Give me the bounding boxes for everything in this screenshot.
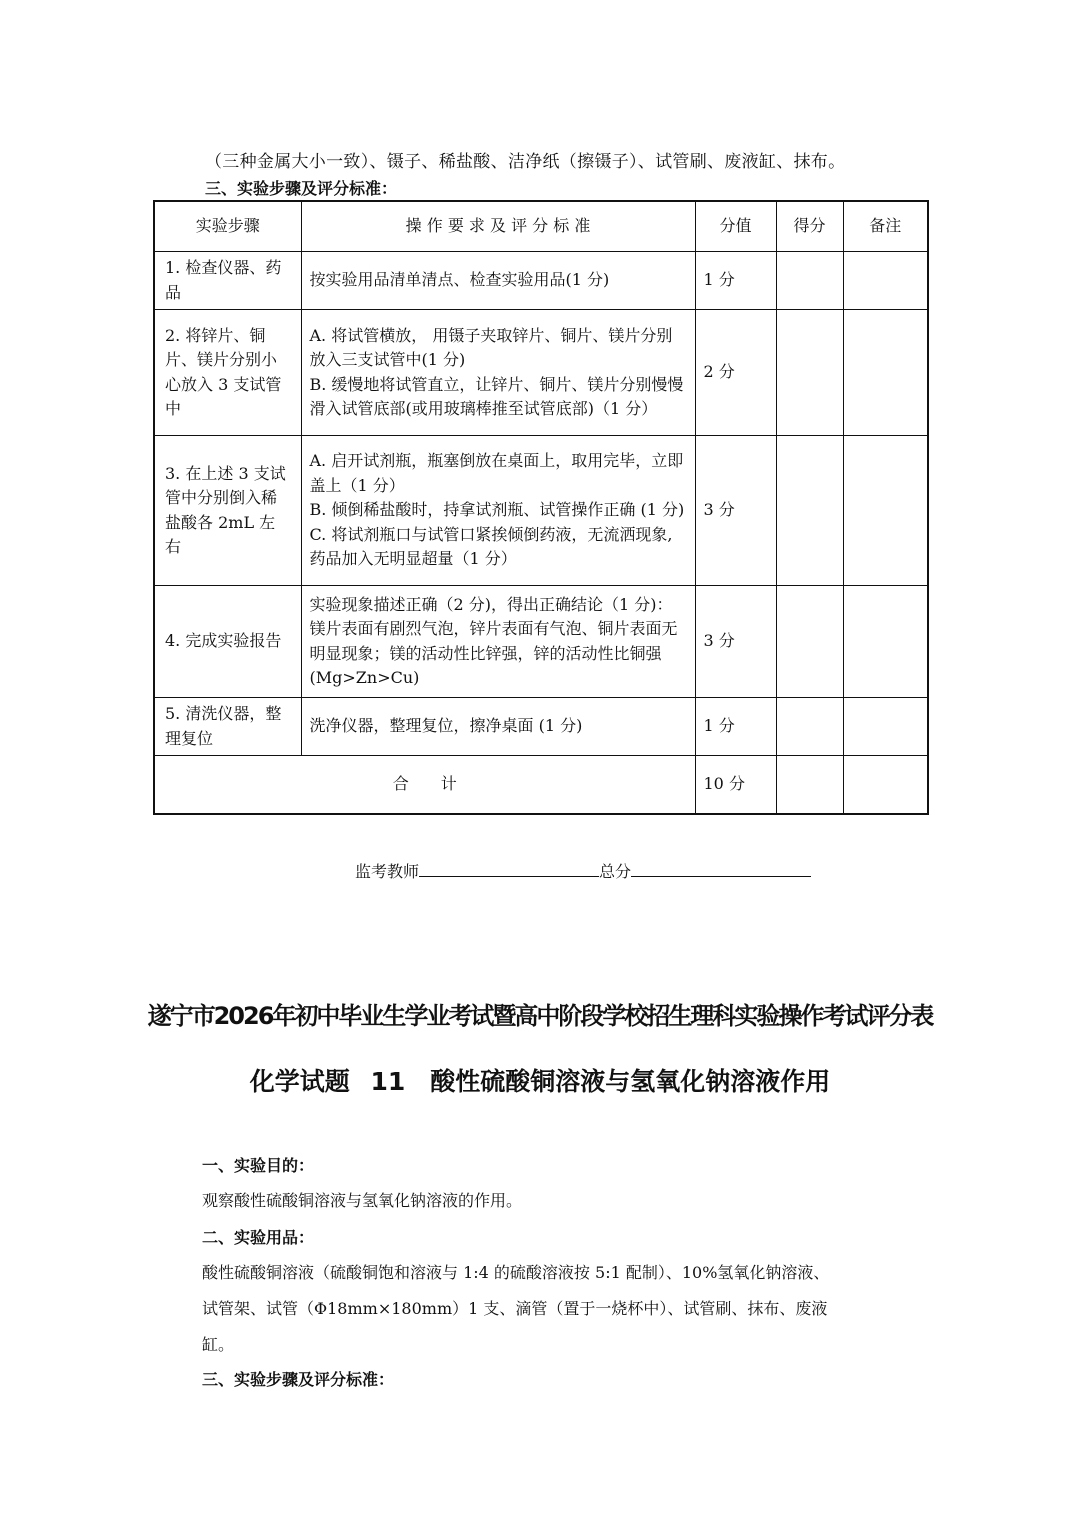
section-3-heading-next: 三、实验步骤及评分标准： bbox=[202, 1370, 395, 1389]
total-label-sign: 总分 bbox=[599, 862, 632, 881]
requirement-line: 按实验用品清单清点、检查实验用品(1 分) bbox=[309, 270, 610, 290]
requirement-cell bbox=[301, 252, 695, 310]
step-cell: 3. 在上述 3 支试管中分别倒入稀盐酸各 2mL 左右 bbox=[154, 436, 301, 586]
header-step: 实验步骤 bbox=[154, 201, 301, 252]
note-cell bbox=[843, 586, 928, 698]
section-1-heading: 一、实验目的： bbox=[202, 1156, 315, 1175]
total-row bbox=[154, 756, 928, 814]
requirement-cell bbox=[301, 436, 695, 586]
section-1-text: 观察酸性硫酸铜溶液与氢氧化钠溶液的作用。 bbox=[202, 1191, 523, 1210]
section-2-line: 试管架、试管（Φ18mm×180mm）1 支、滴管（置于一烧杯中）、试管刷、抹布、废液 bbox=[202, 1299, 828, 1318]
got-score-cell bbox=[776, 586, 843, 698]
section-3-heading: 三、实验步骤及评分标准： bbox=[205, 179, 398, 198]
total-score: 10 分 bbox=[695, 756, 776, 814]
note-cell bbox=[843, 310, 928, 436]
requirement-line: A. 启开试剂瓶，瓶塞倒放在桌面上，取用完毕，立即盖上（1 分） bbox=[309, 451, 684, 495]
table-row bbox=[154, 586, 928, 698]
step-cell: 2. 将锌片、铜片、镁片分别小心放入 3 支试管中 bbox=[154, 310, 301, 436]
score-cell: 1 分 bbox=[695, 698, 776, 756]
materials-continuation: （三种金属大小一致）、镊子、稀盐酸、洁净纸（擦镊子）、试管刷、废液缸、抹布。 bbox=[205, 152, 846, 172]
table-row bbox=[154, 436, 928, 586]
requirement-cell bbox=[301, 698, 695, 756]
total-note-cell bbox=[843, 756, 928, 814]
score-cell: 1 分 bbox=[695, 252, 776, 310]
step-cell: 1. 检查仪器、药品 bbox=[154, 252, 301, 310]
teacher-blank[interactable] bbox=[419, 858, 599, 877]
step-cell: 4. 完成实验报告 bbox=[154, 586, 301, 698]
header-requirements: 操 作 要 求 及 评 分 标 准 bbox=[301, 201, 695, 252]
table-row bbox=[154, 252, 928, 310]
requirement-line: B. 倾倒稀盐酸时，持拿试剂瓶、试管操作正确 (1 分) bbox=[309, 500, 685, 520]
header-score-got: 得分 bbox=[776, 201, 843, 252]
note-cell bbox=[843, 698, 928, 756]
step-cell: 5. 清洗仪器，整理复位 bbox=[154, 698, 301, 756]
header-note: 备注 bbox=[843, 201, 928, 252]
teacher-label: 监考教师 bbox=[355, 862, 420, 881]
question-title: 化学试题 11 酸性硫酸铜溶液与氢氧化钠溶液作用 bbox=[249, 1067, 831, 1096]
requirement-line: B. 缓慢地将试管直立，让锌片、铜片、镁片分别慢慢滑入试管底部(或用玻璃棒推至试管底部)（1 分） bbox=[309, 374, 684, 418]
requirement-line: 洗净仪器，整理复位，擦净桌面 (1 分) bbox=[309, 716, 583, 736]
note-cell bbox=[843, 252, 928, 310]
signature-line bbox=[355, 858, 811, 882]
table-row bbox=[154, 310, 928, 436]
table-header-row bbox=[154, 201, 928, 252]
got-score-cell bbox=[776, 436, 843, 586]
total-got-score-cell bbox=[776, 756, 843, 814]
got-score-cell bbox=[776, 252, 843, 310]
score-cell: 3 分 bbox=[695, 586, 776, 698]
requirement-line: A. 将试管横放， 用镊子夹取锌片、铜片、镁片分别放入三支试管中(1 分) bbox=[309, 325, 673, 369]
section-2-line: 缸。 bbox=[202, 1335, 235, 1354]
note-cell bbox=[843, 436, 928, 586]
section-2-line: 酸性硫酸铜溶液（硫酸铜饱和溶液与 1:4 的硫酸溶液按 5:1 配制）、10%氢氧化钠溶液、 bbox=[202, 1263, 830, 1282]
score-cell: 2 分 bbox=[695, 310, 776, 436]
requirement-line: 实验现象描述正确（2 分)，得出正确结论（1 分)：镁片表面有剧烈气泡，锌片表面有气泡、铜片表面无明显现象；镁的活动性比锌强，锌的活动性比铜强 (Mg>Zn>Cu) bbox=[309, 594, 678, 687]
scoring-table bbox=[153, 200, 929, 815]
requirement-line: C. 将试剂瓶口与试管口紧挨倾倒药液，无流洒现象,药品加入无明显超量（1 分） bbox=[309, 524, 673, 569]
got-score-cell bbox=[776, 698, 843, 756]
header-score-value: 分值 bbox=[695, 201, 776, 252]
requirement-cell bbox=[301, 310, 695, 436]
exam-title: 遂宁市2026年初中毕业生学业考试暨高中阶段学校招生理科实验操作考试评分表 bbox=[147, 1002, 933, 1030]
section-2-heading: 二、实验用品： bbox=[202, 1228, 315, 1247]
score-cell: 3 分 bbox=[695, 436, 776, 586]
total-label: 合 计 bbox=[154, 756, 695, 814]
requirement-cell bbox=[301, 586, 695, 698]
total-blank[interactable] bbox=[631, 858, 811, 877]
got-score-cell bbox=[776, 310, 843, 436]
table-row bbox=[154, 698, 928, 756]
